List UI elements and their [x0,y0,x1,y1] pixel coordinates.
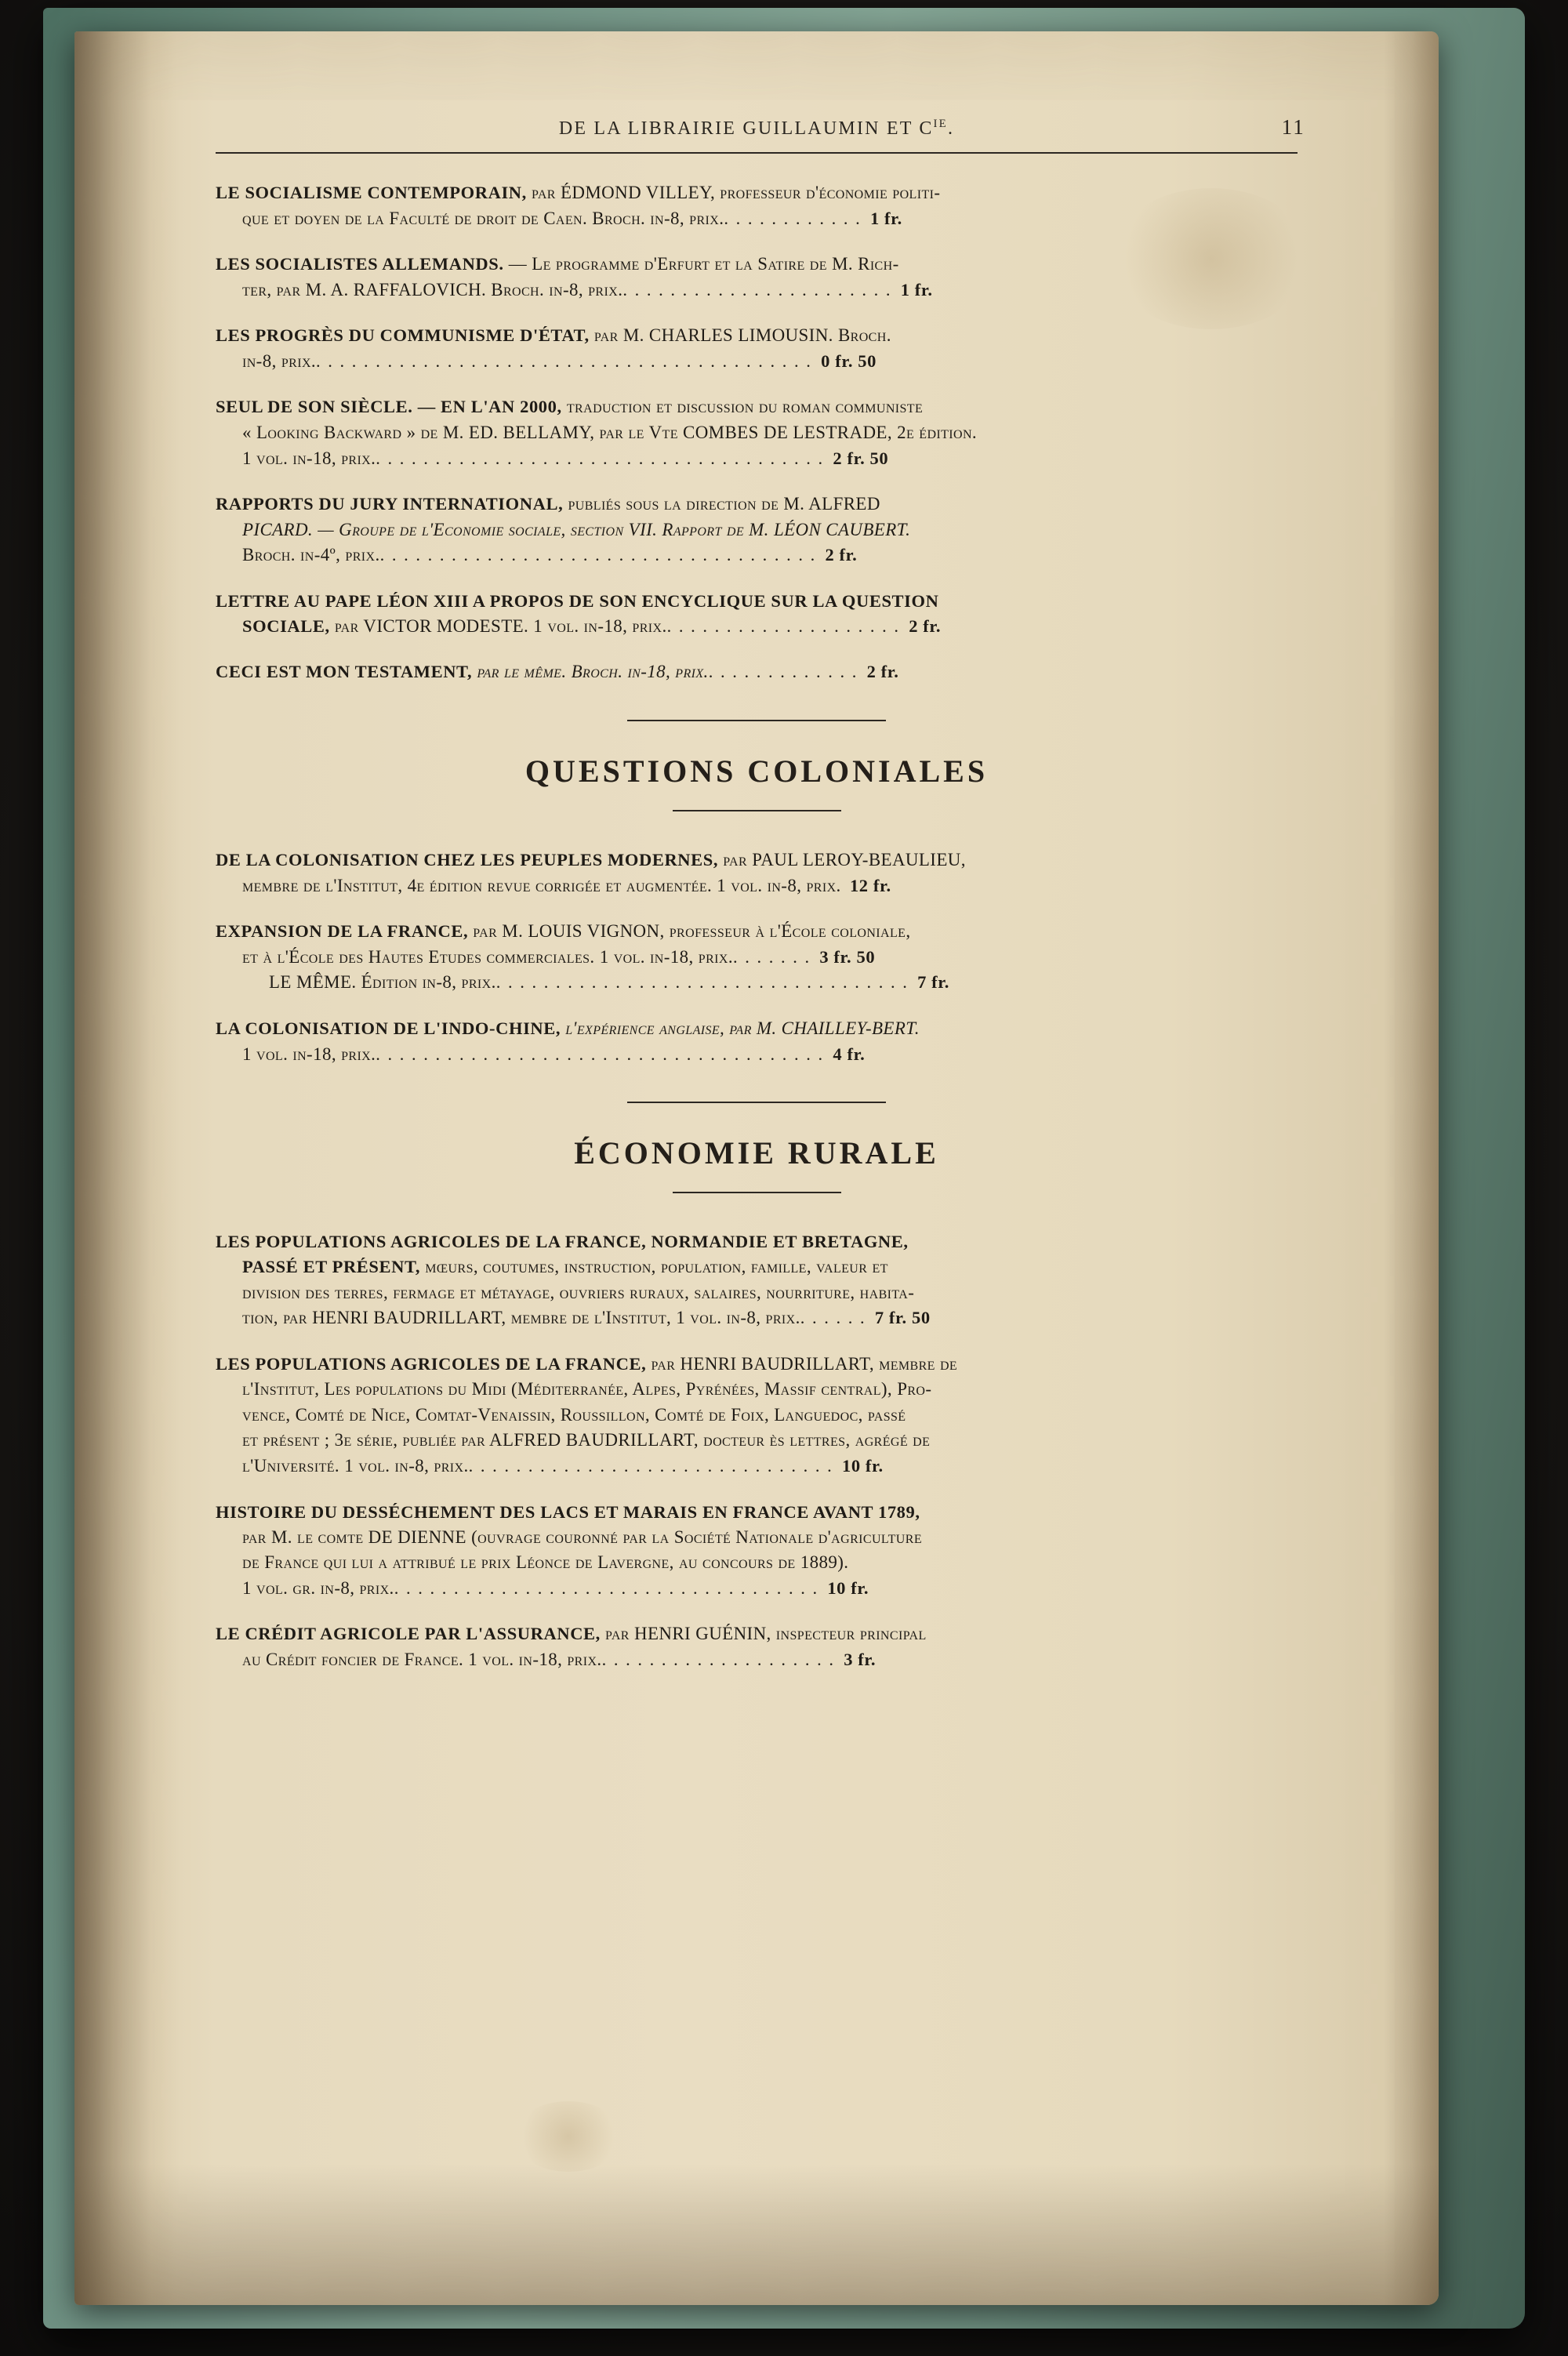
catalog-entry [216,589,1298,640]
catalog-entry [216,252,1298,303]
leader-dots: . . . . . . . . . . . . . . . . . . . . . . . [622,279,892,299]
catalog-entry [216,1016,1298,1067]
entry-detail: l'Université. 1 vol. in-8, prix. [242,1456,469,1476]
entry-price: 0 fr. 50 [821,350,877,371]
entry-detail: au Crédit foncier de France. 1 vol. in-18, prix. [242,1649,602,1669]
catalog-entry [216,919,1298,996]
catalog-entry [216,1621,1298,1672]
section-divider [627,720,886,721]
entry-detail: par HENRI GUÉNIN, inspecteur principal [600,1624,927,1644]
leader-dots: . . . . . . . . . . . . . [708,662,858,682]
entry-detail: par le même. Broch. in-18, prix. [472,662,709,682]
entry-price: 12 fr. [849,875,891,895]
entry-detail: l'expérience anglaise, par M. CHAILLEY-BERT. [561,1018,920,1038]
entry-detail: par M. le comte DE DIENNE (ouvrage couronné par la Société Nationale d'agriculture [242,1526,922,1547]
entry-detail: et à l'École des Hautes Etudes commerciales. 1 vol. in-18, prix. [242,946,733,967]
catalog-entry [216,1229,1298,1331]
catalog-entry [216,1500,1298,1602]
page-content [216,115,1305,1716]
entry-detail: ter, par M. A. RAFFALOVICH. Broch. in-8, prix. [242,279,623,299]
running-head-text: DE LA LIBRAIRIE GUILLAUMIN ET $C^{IE}$. [558,118,955,139]
section-heading-economie-rurale: ÉCONOMIE RURALE [574,1135,939,1171]
entry-detail: membre de l'Institut, 4e édition revue corrigée et augmentée. 1 vol. in-8, prix. [242,875,841,895]
entry-detail: — Le programme d'Erfurt et la Satire de M. Rich- [503,254,899,274]
entry-price: 2 fr. 50 [833,448,889,468]
entry-detail: par VICTOR MODESTE. 1 vol. in-18, prix. [329,615,667,636]
book-page [74,31,1439,2305]
entry-detail: 1 vol. in-18, prix. [242,448,376,468]
entry-title: EXPANSION DE LA FRANCE, [216,921,469,942]
entry-title: SEUL DE SON SIÈCLE. — EN L'AN 2000, [216,397,562,417]
entry-title: LE SOCIALISME CONTEMPORAIN, [216,183,527,202]
entry-detail: par HENRI BAUDRILLART, membre de [646,1353,958,1374]
entry-price: 10 fr. [827,1577,869,1598]
running-head-superscript: IE [933,118,948,130]
entry-title: LES SOCIALISTES ALLEMANDS. [216,254,504,274]
entry-price: 7 fr. 50 [874,1308,931,1328]
page-number: 11 [1281,115,1305,139]
entry-detail: publiés sous la direction de M. ALFRED [563,494,880,514]
entry-price: 1 fr. [869,208,902,228]
entry-title-continued: SOCIALE, [242,615,330,636]
leader-dots: . . . . . . [800,1308,866,1328]
page-gutter-shadow [74,31,176,2305]
entry-price: 2 fr. [866,662,899,682]
entry-subline: LE MÊME. Édition in-8, prix. [269,972,496,993]
leader-dots: . . . . . . . . . . . . . . . . . . . . [666,615,900,636]
entry-title: LETTRE AU PAPE LÉON XIII A PROPOS DE SON ENCYCLIQUE SUR LA QUESTION [216,590,939,611]
leader-dots: . . . . . . . . . . . . . . . . . . . . . . . . . . . . . . . . . . . . . . [376,448,825,468]
entry-list-economie-rurale [216,1229,1298,1672]
leader-dots: . . . . . . . . . . . . . . . . . . . . . . . . . . . . . . . . . . . . [394,1577,819,1598]
entry-detail: que et doyen de la Faculté de droit de Caen. Broch. in-8, prix. [242,208,724,228]
catalog-entry [216,492,1298,568]
catalog-entry [216,394,1298,471]
leader-dots: . . . . . . . . . . . . . . . . . . . . . . . . . . . . . . . . . . . [495,972,909,993]
leader-dots: . . . . . . . [732,946,811,967]
entry-title: LES PROGRÈS DU COMMUNISME D'ÉTAT, [216,325,590,346]
catalog-entry [216,323,1298,374]
entry-price: 4 fr. [833,1044,866,1064]
entry-detail: par M. LOUIS VIGNON, professeur à l'École coloniale, [468,921,911,942]
page-bottom-shadow [74,2164,1439,2305]
entry-detail: division des terres, fermage et métayage, ouvriers ruraux, salaires, nourriture, habita- [242,1282,915,1302]
entry-price: 3 fr. 50 [819,946,876,967]
catalog-entry [216,848,1298,898]
entry-title: LES POPULATIONS AGRICOLES DE LA FRANCE, NORMANDIE ET BRETAGNE, [216,1232,909,1252]
entry-detail: et présent ; 3e série, publiée par ALFRED BAUDRILLART, docteur ès lettres, agrégé de [242,1430,931,1450]
catalog-entry [216,659,1298,685]
entry-title: LA COLONISATION DE L'INDO-CHINE, [216,1018,561,1038]
entry-detail: Broch. in-4º, prix. [242,545,380,565]
section-divider [627,1102,886,1103]
section-heading-underline [673,1192,841,1193]
entry-detail: par M. CHARLES LIMOUSIN. Broch. [589,325,891,346]
catalog-entry [216,1352,1298,1479]
entry-detail: PICARD. — Groupe de l'Economie sociale, section VII. Rapport de M. LÉON CAUBERT. [242,519,911,539]
section-heading-underline [673,810,841,811]
entry-list-questions-coloniales [216,848,1298,1067]
entry-title: LES POPULATIONS AGRICOLES DE LA FRANCE, [216,1353,647,1374]
paper-stain [514,2101,623,2172]
entry-detail: 1 vol. in-18, prix. [242,1044,376,1064]
entry-detail: vence, Comté de Nice, Comtat-Venaissin, Roussillon, Comté de Foix, Languedoc, passé [242,1404,906,1425]
leader-dots: . . . . . . . . . . . . . . . . . . . . . . . . . . . . . . . . . . . . . [379,545,817,565]
entry-detail: « Looking Backward » de M. ED. BELLAMY, par le Vte COMBES DE LESTRADE, 2e édition. [242,423,978,443]
entry-title-continued: PASSÉ ET PRÉSENT, [242,1257,421,1277]
entry-price: 2 fr. [909,615,942,636]
entry-detail: traduction et discussion du roman communiste [561,397,924,417]
leader-dots: . . . . . . . . . . . . . . . . . . . . . . . . . . . . . . . . . . . . . . . . . . [316,350,812,371]
entry-list-top [216,180,1298,685]
entry-title: CECI EST MON TESTAMENT, [216,662,473,682]
entry-detail: par PAUL LEROY-BEAULIEU, [718,850,966,870]
page-tail-space [216,1693,1298,1716]
leader-dots: . . . . . . . . . . . . . . . . . . . . . . . . . . . . . . . [468,1456,833,1476]
entry-price: 10 fr. [841,1456,884,1476]
entry-title: LE CRÉDIT AGRICOLE PAR L'ASSURANCE, [216,1624,601,1644]
entry-price: 7 fr. [917,972,950,993]
entry-detail: l'Institut, Les populations du Midi (Méditerranée, Alpes, Pyrénées, Massif central), Pro- [242,1379,932,1399]
entry-title: DE LA COLONISATION CHEZ LES PEUPLES MODERNES, [216,850,719,870]
entry-price: 1 fr. [900,279,933,299]
entry-detail: mœurs, coutumes, instruction, population, famille, valeur et [420,1257,888,1277]
entry-price: 3 fr. [844,1649,877,1669]
entry-price: 2 fr. [825,545,858,565]
header-rule [216,152,1298,154]
section-heading-questions-coloniales: QUESTIONS COLONIALES [524,753,989,790]
leader-dots: . . . . . . . . . . . . . . . . . . . . . . . . . . . . . . . . . . . . . . [376,1044,825,1064]
catalog-entry [216,180,1298,231]
entry-title: HISTOIRE DU DESSÉCHEMENT DES LACS ET MARAIS EN FRANCE AVANT 1789, [216,1501,920,1522]
leader-dots: . . . . . . . . . . . . . . . . . . . . [601,1649,835,1669]
entry-detail: 1 vol. gr. in-8, prix. [242,1577,394,1598]
entry-detail: in-8, prix. [242,350,317,371]
entry-detail: par ÉDMOND VILLEY, professeur d'économie politi- [526,183,941,202]
page-edge-shadow [1384,31,1439,2305]
leader-dots: . . . . . . . . . . . . [724,208,862,228]
running-head [216,115,1305,140]
entry-detail: de France qui lui a attribué le prix Léonce de Lavergne, au concours de 1889). [242,1552,849,1573]
entry-title: RAPPORTS DU JURY INTERNATIONAL, [216,494,564,514]
entry-detail: tion, par HENRI BAUDRILLART, membre de l'Institut, 1 vol. in-8, prix. [242,1308,800,1328]
